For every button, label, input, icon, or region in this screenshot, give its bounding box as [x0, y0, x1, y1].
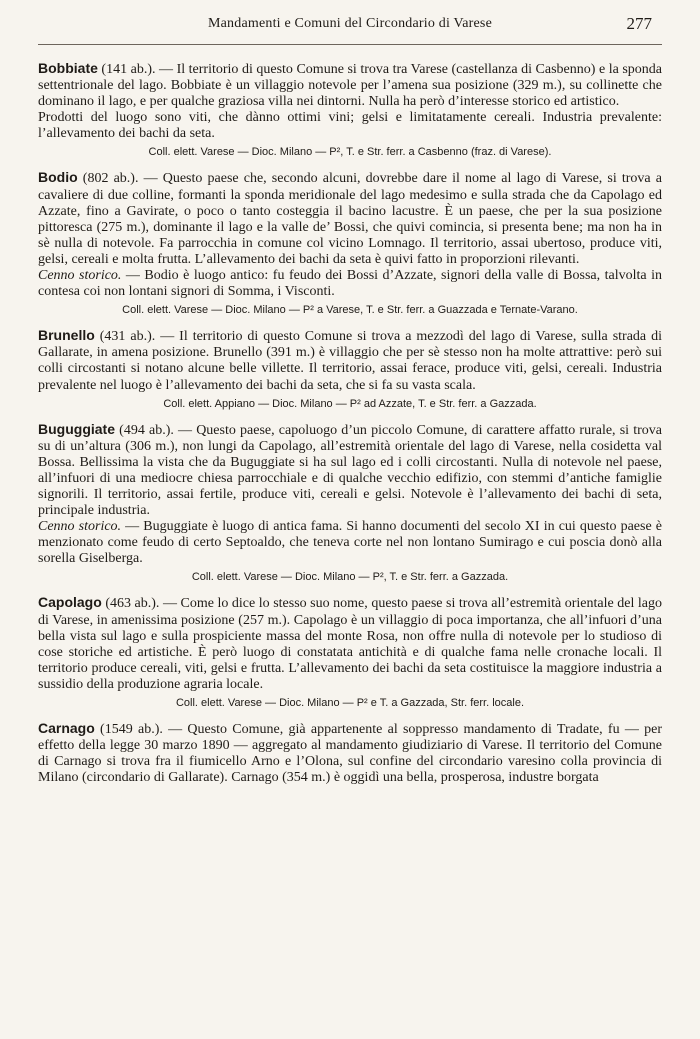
entry-bobbiate — [38, 60, 662, 159]
entry-cenno-storico — [38, 268, 662, 300]
entry-coll-line: Coll. elett. Varese — Dioc. Milano — P² a Varese, T. e Str. ferr. a Guazzada e Ternate-Varano. — [122, 304, 578, 317]
cenno-storico-label: Cenno storico. — [38, 519, 122, 535]
entry-paragraph — [38, 720, 662, 786]
entry-paragraph — [38, 421, 662, 520]
entry-name: Bobbiate — [38, 60, 98, 76]
entry-paragraph: Prodotti del luogo sono viti, che dànno ottimi vini; gelsi e limitatamente cereali. Industria prevalente: l’allevamento dei bachi da seta. — [38, 110, 662, 142]
entry-paragraph — [38, 60, 662, 110]
entry-coll-line: Coll. elett. Varese — Dioc. Milano — P² e T. a Gazzada, Str. ferr. locale. — [175, 697, 525, 709]
entry-text: (494 ab.). — Questo paese, capoluogo d’un piccolo Comune, di carattere affatto rurale, si trova su di un’altura (306 m.), non lungi da Capolago, all’estremità orientale del lago di Varese, nella cosidetta val Bossa. Bellissima la vista che da Buguggiate si ha sul lago ed i colli circostanti. Nulla di notevole nel paese, all’infuori di una mediocre chiesa parrocchiale e di qualche vecchio edifizio, con stemmi d’antiche famiglie signorili. Il territorio, assai fertile, produce viti, cereali e gelsi. Notevole è l’allevamento dei bachi di seta, principale industria. — [38, 422, 662, 519]
entry-name: Brunello — [38, 327, 95, 344]
running-title: Mandamenti e Comuni del Circondario di Varese — [207, 16, 492, 31]
entry-text: (431 ab.). — Il territorio di questo Comune si trova a mezzodì del lago di Varese, sulla strada di Gallarate, in amena posizione. Brunello (391 m.) è villaggio che per sè stesso non ha molte attrattive: però sui colli circostanti si notano alcune belle villette. Il territorio, assai ferace, produce viti, gelsi, cereali. Industria prevalente nel luogo è l’allevamento dei bachi da seta, che si fa su vasta scala. — [38, 329, 662, 393]
entry-brunello — [38, 327, 662, 410]
entry-bodio — [38, 169, 662, 317]
entry-paragraph — [38, 169, 662, 268]
entry-name: Capolago — [38, 594, 102, 611]
entry-text: (1549 ab.). — Questo Comune, già appartenente al soppresso mandamento di Tradate, fu — per effetto della legge 30 marzo 1890 — aggregato al mandamento giudiziario di Varese. Il territorio del Comune di Carnago si trova fra il fiumicello Arno e l’Olona, sul confine del circondario varesino colla provincia di Milano (circondario di Gallarate). Carnago (354 m.) è oggidì una bella, prosperosa, industre borgata — [38, 722, 662, 786]
page-body — [38, 60, 662, 796]
cenno-storico-text: — Buguggiate è luogo di antica fama. Si hanno documenti del secolo XI in cui questo paese è menzionato come feudo di certo Septoaldo, che teneva corte nel non lontano Sumirago e cui poscia donò alla sorella Giselberga. — [38, 519, 662, 567]
entry-paragraph — [38, 327, 662, 393]
entry-cenno-storico — [38, 519, 662, 567]
entry-coll-line: Coll. elett. Varese — Dioc. Milano — P², T. e Str. ferr. a Casbenno (fraz. di Varese). — [148, 146, 552, 159]
entry-coll-line: Coll. elett. Varese — Dioc. Milano — P², T. e Str. ferr. a Gazzada. — [191, 571, 509, 584]
entry-name: Carnago — [38, 720, 95, 736]
page-number: 277 — [626, 14, 652, 33]
entry-coll-line: Coll. elett. Appiano — Dioc. Milano — P² ad Azzate, T. e Str. ferr. a Gazzada. — [163, 397, 537, 410]
cenno-storico-label: Cenno storico. — [38, 268, 122, 284]
entry-capolago — [38, 594, 662, 710]
running-header — [38, 16, 662, 38]
entry-name: Bodio — [38, 169, 78, 186]
entry-name: Buguggiate — [38, 420, 115, 437]
entry-buguggiate — [38, 421, 662, 585]
entry-text: (141 ab.). — Il territorio di questo Comune si trova tra Varese (castellanza di Casbenno) e la sponda settentrionale del lago. Bobbiate è un villaggio notevole per l’amena sua posizione (329 m.), su collinette che dominano il lago, e per qualche graziosa villa nei dintorni. Nulla ha però d’interesse storico ed artistico. — [38, 62, 662, 110]
entry-paragraph — [38, 594, 662, 693]
cenno-storico-text: — Bodio è luogo antico: fu feudo dei Bossi d’Azzate, signori della valle di Bossa, talvolta in contesa coi non lontani signori di Somma, i Visconti. — [38, 268, 662, 300]
entry-text: (463 ab.). — Come lo dice lo stesso suo nome, questo paese si trova all’estremità orientale del lago di Varese, in amenissima posizione (257 m.). Capolago è un villaggio di poca importanza, che all’infuori d’una bella vista sul lago e sulla prospiciente massa del monte Rosa, non offre nulla di notevole per lo studioso di cose storiche ed artistiche. È però luogo di constatata antichità e di qualche fama nelle cronache locali. Il territorio produce cereali, viti, gelsi e frutta. L’allevamento dei bachi da seta costituisce la maggiore industria a sussidio della produzione agraria locale. — [38, 596, 662, 692]
entry-carnago — [38, 720, 662, 786]
header-rule — [38, 44, 662, 45]
entry-text: (802 ab.). — Questo paese che, secondo alcuni, dovrebbe dare il nome al lago di Varese, si trova a cavaliere di due colline, formanti la sponda meridionale del lago medesimo e sulla strada che da Capolago ed Azzate, fino a Gavirate, o poco o tanto costeggia il bacino lacustre. È un paese, che per la sua posizione pittoresca (275 m.), dominante il lago e la valle de’ Bossi, che quivi comincia, si presenta bene; ma non ha in sè nulla di notevole. Fa parrocchia in comune col vicino Lomnago. Il territorio, assai ubertoso, produce viti, gelsi, cereali e molta frutta. L’allevamento dei bachi da seta è quivi fatto in proporzioni rilevanti. — [38, 171, 662, 267]
